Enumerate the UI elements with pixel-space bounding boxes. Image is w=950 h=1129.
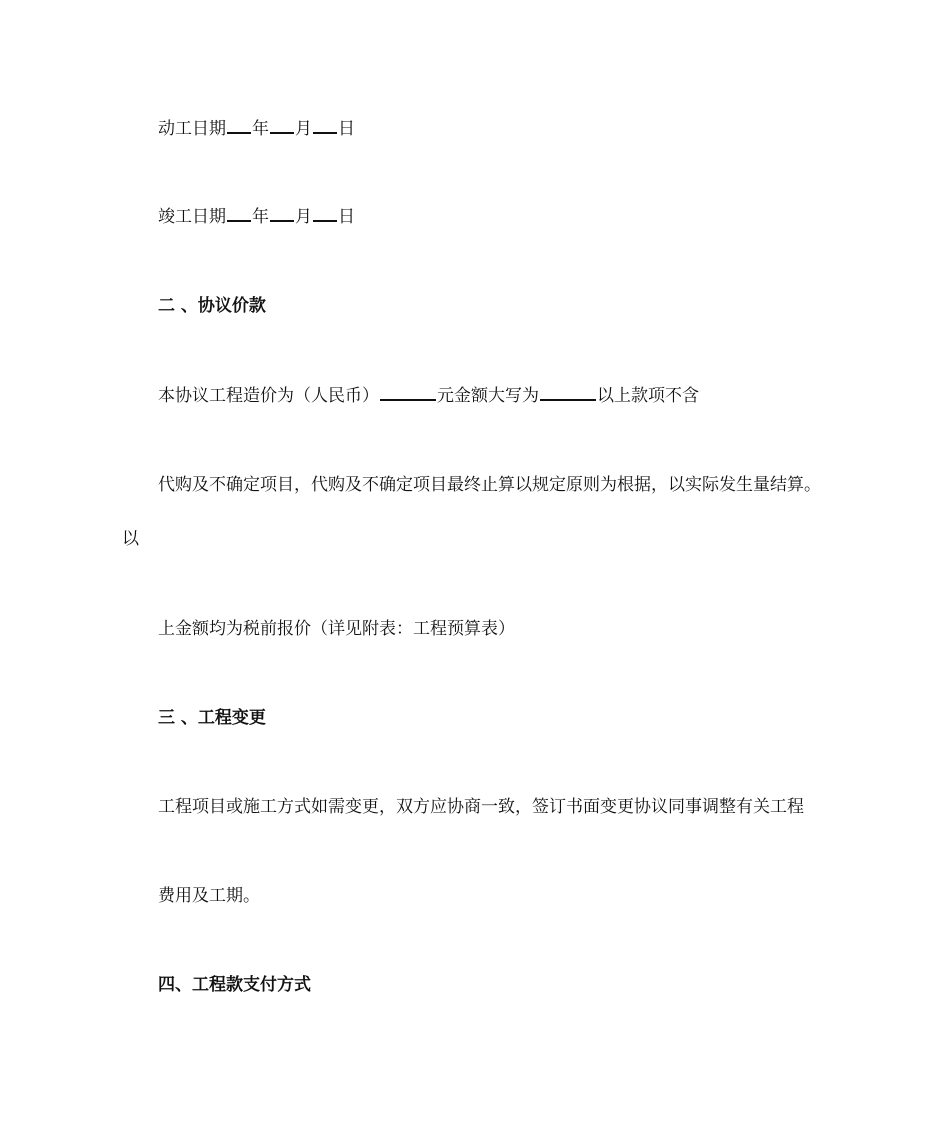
end-date-label: 竣工日期: [158, 207, 226, 227]
price-paragraph-line-1: [158, 383, 699, 408]
section-2-heading: 二 、协议价款: [158, 296, 266, 316]
month-label: 月: [295, 119, 312, 139]
month-blank: [270, 116, 294, 134]
price-amount-blank: [380, 383, 436, 401]
end-date-line: [158, 204, 355, 229]
price-words-blank: [540, 383, 596, 401]
section-3-heading: 三 、工程变更: [158, 708, 266, 728]
change-paragraph-line-1: 工程项目或施工方式如需变更，双方应协商一致，签订书面变更协议同事调整有关工程: [158, 797, 804, 817]
price-paragraph-wrap: 以: [122, 529, 139, 549]
day-label: 日: [338, 207, 355, 227]
month-label: 月: [295, 207, 312, 227]
price-text-c: 以上款项不含: [597, 386, 699, 406]
section-4-heading: 四、工程款支付方式: [158, 975, 311, 995]
start-date-label: 动工日期: [158, 119, 226, 139]
price-text-b: 元金额大写为: [437, 386, 539, 406]
year-blank: [227, 116, 251, 134]
price-paragraph-line-2: 代购及不确定项目，代购及不确定项目最终止算以规定原则为根据，以实际发生量结算。: [158, 475, 821, 495]
price-paragraph-line-3: 上金额均为税前报价（详见附表：工程预算表）: [158, 619, 515, 639]
year-label: 年: [252, 119, 269, 139]
change-paragraph-line-2: 费用及工期。: [158, 886, 260, 906]
price-text-a: 本协议工程造价为（人民币）: [158, 386, 379, 406]
day-blank: [313, 204, 337, 222]
day-label: 日: [338, 119, 355, 139]
month-blank: [270, 204, 294, 222]
year-blank: [227, 204, 251, 222]
start-date-line: [158, 116, 355, 141]
year-label: 年: [252, 207, 269, 227]
day-blank: [313, 116, 337, 134]
